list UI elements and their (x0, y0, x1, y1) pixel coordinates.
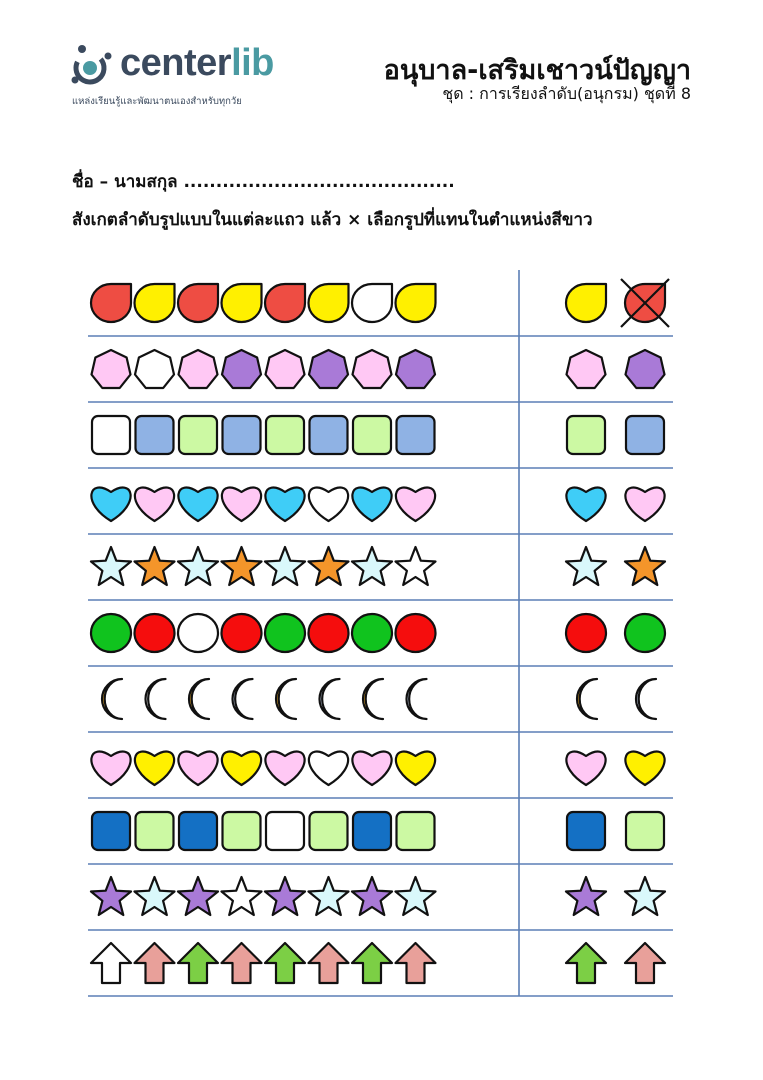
heart-sequence-icon (396, 488, 435, 521)
crescent-sequence-icon (407, 679, 427, 719)
star-sequence-icon (309, 877, 349, 915)
pattern-row-5 (91, 547, 665, 585)
rounded-square-answer-option-icon[interactable] (626, 416, 664, 454)
star-answer-option-icon[interactable] (625, 877, 665, 915)
name-field-line: ชื่อ – นามสกุล .......................................... (72, 172, 455, 192)
heart-sequence-icon (265, 752, 304, 785)
heart-sequence-icon (135, 752, 174, 785)
heart-sequence-icon (91, 752, 130, 785)
star-sequence-icon (265, 547, 305, 585)
crescent-sequence-icon (320, 679, 340, 719)
arrow-up-sequence-icon (178, 943, 218, 983)
circle-sequence-icon (135, 614, 175, 652)
heart-sequence-icon (352, 488, 391, 521)
star-sequence-icon (178, 547, 218, 585)
heart-sequence-icon (265, 488, 304, 521)
crescent-answer-option-icon[interactable] (636, 679, 656, 719)
heptagon-sequence-icon (222, 350, 261, 388)
arrow-up-answer-option-icon[interactable] (566, 943, 606, 983)
arrow-up-sequence-icon (222, 943, 262, 983)
pattern-row-4 (91, 488, 664, 521)
pattern-row-7 (102, 679, 656, 719)
heart-answer-option-icon[interactable] (625, 752, 664, 785)
pattern-row-2 (92, 350, 665, 388)
rounded-square-sequence-icon (310, 812, 348, 850)
page-title: อนุบาล-เสริมเชาวน์ปัญญา (383, 55, 691, 86)
pattern-row-8 (91, 752, 664, 785)
rounded-square-sequence-icon (266, 416, 304, 454)
heart-sequence-icon (178, 752, 217, 785)
crescent-blank-icon (146, 679, 166, 719)
arrow-up-sequence-icon (396, 943, 436, 983)
arrow-up-sequence-icon (265, 943, 305, 983)
arrow-up-sequence-icon (352, 943, 392, 983)
rounded-square-answer-option-icon[interactable] (626, 812, 664, 850)
rounded-square-sequence-icon (353, 416, 391, 454)
circle-answer-option-icon[interactable] (625, 614, 665, 652)
rounded-square-sequence-icon (179, 416, 217, 454)
star-sequence-icon (135, 877, 175, 915)
heptagon-sequence-icon (179, 350, 218, 388)
logo-word-center: center (120, 42, 232, 84)
circle-sequence-icon (396, 614, 436, 652)
heart-sequence-icon (396, 752, 435, 785)
rounded-square-sequence-icon (223, 416, 261, 454)
instruction-text: สังเกตลำดับรูปแบบในแต่ละแถว แล้ว × เลือกรูปที่แทนในตำแหน่งสีขาว (72, 210, 593, 230)
heptagon-sequence-icon (266, 350, 305, 388)
rounded-square-answer-option-icon[interactable] (567, 812, 605, 850)
circle-sequence-icon (352, 614, 392, 652)
circle-sequence-icon (265, 614, 305, 652)
star-answer-option-icon[interactable] (566, 547, 606, 585)
rounded-square-sequence-icon (136, 812, 174, 850)
leaf-sequence-icon (265, 284, 305, 322)
rounded-square-sequence-icon (179, 812, 217, 850)
rounded-square-blank-icon (92, 416, 130, 454)
star-sequence-icon (352, 547, 392, 585)
heart-blank-icon (309, 752, 348, 785)
crescent-sequence-icon (189, 679, 209, 719)
star-blank-icon (222, 877, 262, 915)
heart-answer-option-icon[interactable] (566, 752, 605, 785)
pattern-row-3 (92, 416, 664, 454)
circle-sequence-icon (222, 614, 262, 652)
star-sequence-icon (135, 547, 175, 585)
crescent-sequence-icon (363, 679, 383, 719)
rounded-square-blank-icon (266, 812, 304, 850)
heptagon-blank-icon (135, 350, 174, 388)
heart-sequence-icon (135, 488, 174, 521)
pattern-row-11 (91, 943, 665, 983)
pattern-row-6 (91, 614, 665, 652)
star-answer-option-icon[interactable] (566, 877, 606, 915)
arrow-up-answer-option-icon[interactable] (625, 943, 665, 983)
rounded-square-sequence-icon (397, 812, 435, 850)
rounded-square-sequence-icon (353, 812, 391, 850)
page-subtitle: ชุด : การเรียงลำดับ(อนุกรม) ชุดที่ 8 (442, 84, 691, 103)
heptagon-answer-option-icon[interactable] (626, 350, 665, 388)
star-sequence-icon (222, 547, 262, 585)
crescent-sequence-icon (276, 679, 296, 719)
pattern-row-10 (91, 877, 665, 915)
leaf-sequence-icon (396, 284, 436, 322)
leaf-blank-icon (352, 284, 392, 322)
circle-sequence-icon (309, 614, 349, 652)
heart-sequence-icon (91, 488, 130, 521)
crescent-sequence-icon (102, 679, 122, 719)
star-sequence-icon (309, 547, 349, 585)
star-sequence-icon (91, 877, 131, 915)
rounded-square-answer-option-icon[interactable] (567, 416, 605, 454)
rounded-square-sequence-icon (223, 812, 261, 850)
heptagon-sequence-icon (353, 350, 392, 388)
star-sequence-icon (396, 877, 436, 915)
crescent-answer-option-icon[interactable] (577, 679, 597, 719)
heptagon-sequence-icon (309, 350, 348, 388)
leaf-sequence-icon (178, 284, 218, 322)
heart-sequence-icon (222, 752, 261, 785)
star-blank-icon (396, 547, 436, 585)
leaf-sequence-icon (222, 284, 262, 322)
leaf-sequence-icon (309, 284, 349, 322)
rounded-square-sequence-icon (92, 812, 130, 850)
rounded-square-sequence-icon (136, 416, 174, 454)
circle-blank-icon (178, 614, 218, 652)
heart-sequence-icon (352, 752, 391, 785)
heptagon-sequence-icon (396, 350, 435, 388)
arrow-up-sequence-icon (135, 943, 175, 983)
leaf-sequence-icon (91, 284, 131, 322)
logo-word-lib: lib (231, 42, 274, 84)
circle-answer-option-icon[interactable] (566, 614, 606, 652)
crescent-sequence-icon (233, 679, 253, 719)
heptagon-sequence-icon (92, 350, 131, 388)
heptagon-answer-option-icon[interactable] (567, 350, 606, 388)
logo-tagline: แหล่งเรียนรู้และพัฒนาตนเองสำหรับทุกวัย (72, 96, 242, 107)
star-sequence-icon (91, 547, 131, 585)
arrow-up-sequence-icon (309, 943, 349, 983)
rounded-square-sequence-icon (397, 416, 435, 454)
rounded-square-sequence-icon (310, 416, 348, 454)
heart-sequence-icon (222, 488, 261, 521)
star-sequence-icon (265, 877, 305, 915)
pattern-row-1 (91, 279, 669, 327)
heart-blank-icon (309, 488, 348, 521)
star-answer-option-icon[interactable] (625, 547, 665, 585)
heart-sequence-icon (178, 488, 217, 521)
circle-sequence-icon (91, 614, 131, 652)
heart-answer-option-icon[interactable] (625, 488, 664, 521)
leaf-sequence-icon (135, 284, 175, 322)
pattern-row-9 (92, 812, 664, 850)
heart-answer-option-icon[interactable] (566, 488, 605, 521)
star-sequence-icon (352, 877, 392, 915)
leaf-answer-option-icon[interactable] (566, 284, 606, 322)
arrow-up-blank-icon (91, 943, 131, 983)
star-sequence-icon (178, 877, 218, 915)
